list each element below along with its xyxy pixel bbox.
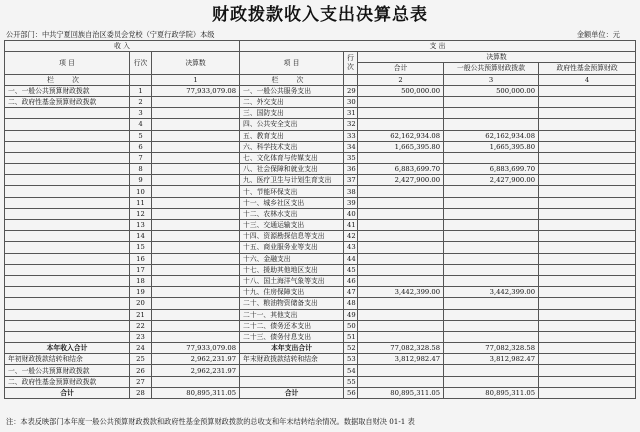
expense-total-cell	[358, 320, 444, 331]
expense-fund-cell	[539, 343, 636, 354]
expense-row-no-cell: 38	[344, 186, 358, 197]
expense-fund-cell	[539, 208, 636, 219]
table-row	[5, 141, 636, 152]
expense-fund-cell	[539, 309, 636, 320]
expense-item-cell: 二十二、债务还本支出	[240, 320, 344, 331]
department-label: 公开部门：中共宁夏回族自治区委员会党校（宁夏行政学院）本级	[6, 30, 215, 39]
income-row-no-cell: 23	[130, 331, 152, 342]
income-amount-header: 决算数	[152, 52, 240, 74]
table-row	[5, 264, 636, 275]
income-item-cell	[5, 197, 130, 208]
income-row-no-cell: 6	[130, 141, 152, 152]
expense-item-cell: 十六、金融支出	[240, 253, 344, 264]
income-row-no-cell: 15	[130, 242, 152, 253]
expense-total-cell: 500,000.00	[358, 85, 444, 96]
table-row	[5, 197, 636, 208]
expense-total-cell	[358, 220, 444, 231]
expense-total-cell: 62,162,934.08	[358, 130, 444, 141]
expense-general-cell: 3,812,982.47	[444, 354, 539, 365]
income-column-label: 栏 次	[5, 74, 130, 85]
income-amount-cell	[152, 309, 240, 320]
expense-general-cell	[444, 220, 539, 231]
income-amount-cell	[152, 376, 240, 387]
income-amount-cell	[152, 264, 240, 275]
expense-general-cell: 6,883,699.70	[444, 164, 539, 175]
table-row	[5, 220, 636, 231]
column-index-row	[5, 74, 636, 85]
table-row	[5, 287, 636, 298]
income-item-cell	[5, 130, 130, 141]
income-amount-cell	[152, 320, 240, 331]
expense-item-cell: 七、文化体育与传媒支出	[240, 152, 344, 163]
expense-general-cell: 1,665,395.80	[444, 141, 539, 152]
expense-fund-cell	[539, 275, 636, 286]
income-item-cell: 二、政府性基金预算财政拨款	[5, 376, 130, 387]
col-index-1: 1	[152, 74, 240, 85]
expense-general-cell	[444, 365, 539, 376]
expense-item-cell: 十二、农林水支出	[240, 208, 344, 219]
income-row-no-cell: 22	[130, 320, 152, 331]
expense-fund-cell	[539, 365, 636, 376]
table-row	[5, 331, 636, 342]
income-amount-cell: 2,962,231.97	[152, 354, 240, 365]
expense-total-cell	[358, 264, 444, 275]
table-row	[5, 186, 636, 197]
expense-row-no-cell: 52	[344, 343, 358, 354]
income-row-no-cell: 9	[130, 175, 152, 186]
expense-item-cell: 十一、城乡社区支出	[240, 197, 344, 208]
expense-item-cell: 八、社会保障和就业支出	[240, 164, 344, 175]
income-row-no-cell: 27	[130, 376, 152, 387]
income-row-no-cell: 28	[130, 387, 152, 398]
expense-row-no-cell: 32	[344, 119, 358, 130]
expense-total-cell	[358, 275, 444, 286]
expense-total-cell	[358, 108, 444, 119]
expense-fund-cell	[539, 331, 636, 342]
income-amount-cell	[152, 96, 240, 107]
expense-fund-cell	[539, 130, 636, 141]
report-title: 财政拨款收入支出决算总表	[212, 5, 428, 25]
expense-item-cell: 十三、交通运输支出	[240, 220, 344, 231]
expense-item-cell: 十八、国土海洋气象等支出	[240, 275, 344, 286]
expense-item-cell: 十七、援助其他地区支出	[240, 264, 344, 275]
income-row-no-cell: 12	[130, 208, 152, 219]
expense-fund-cell	[539, 85, 636, 96]
expense-total-cell	[358, 186, 444, 197]
expense-header: 支 出	[240, 41, 636, 52]
expense-fund-cell	[539, 96, 636, 107]
expense-fund-cell	[539, 152, 636, 163]
expense-item-cell: 五、教育支出	[240, 130, 344, 141]
header-row-1	[5, 41, 636, 52]
table-row	[5, 298, 636, 309]
expense-fund-cell	[539, 175, 636, 186]
expense-total-cell	[358, 119, 444, 130]
income-row-no-cell: 20	[130, 298, 152, 309]
expense-total-cell	[358, 365, 444, 376]
expense-row-no-cell: 29	[344, 85, 358, 96]
expense-general-cell	[444, 320, 539, 331]
expense-general-cell	[444, 331, 539, 342]
expense-general-cell	[444, 242, 539, 253]
expense-row-no-cell: 51	[344, 331, 358, 342]
income-amount-cell	[152, 108, 240, 119]
expense-total-cell	[358, 152, 444, 163]
table-row	[5, 130, 636, 141]
table-row	[5, 253, 636, 264]
income-row-no-cell: 10	[130, 186, 152, 197]
income-amount-cell	[152, 130, 240, 141]
income-amount-cell	[152, 197, 240, 208]
expense-total-cell	[358, 208, 444, 219]
expense-row-no-cell: 39	[344, 197, 358, 208]
income-amount-cell	[152, 298, 240, 309]
expense-total-cell	[358, 298, 444, 309]
income-row-no-cell: 4	[130, 119, 152, 130]
income-item-cell	[5, 141, 130, 152]
income-item-cell	[5, 175, 130, 186]
income-item-cell	[5, 309, 130, 320]
expense-row-no-cell: 33	[344, 130, 358, 141]
income-item-cell: 一、一般公共预算财政拨款	[5, 365, 130, 376]
expense-total-cell	[358, 253, 444, 264]
expense-total-cell: 6,883,699.70	[358, 164, 444, 175]
expense-total-cell: 80,895,311.05	[358, 387, 444, 398]
expense-total-cell	[358, 331, 444, 342]
income-item-cell	[5, 275, 130, 286]
expense-row-no-cell: 42	[344, 231, 358, 242]
expense-item-cell	[240, 365, 344, 376]
income-row-no-cell: 24	[130, 343, 152, 354]
table-row	[5, 85, 636, 96]
income-amount-cell	[152, 220, 240, 231]
income-amount-cell	[152, 119, 240, 130]
expense-general-cell	[444, 119, 539, 130]
expense-item-cell: 合计	[240, 387, 344, 398]
income-item-cell: 二、政府性基金预算财政拨款	[5, 96, 130, 107]
income-row-no-cell: 19	[130, 287, 152, 298]
expense-item-cell: 二十一、其他支出	[240, 309, 344, 320]
expense-row-no-cell: 44	[344, 253, 358, 264]
income-row-no-cell: 16	[130, 253, 152, 264]
expense-row-no-cell: 37	[344, 175, 358, 186]
budget-table	[4, 40, 636, 399]
income-header: 收 入	[5, 41, 240, 52]
table-row	[5, 320, 636, 331]
income-amount-cell	[152, 175, 240, 186]
income-amount-cell	[152, 242, 240, 253]
expense-row-no-cell: 30	[344, 96, 358, 107]
expense-fund-cell	[539, 231, 636, 242]
income-item-cell	[5, 242, 130, 253]
expense-row-no-cell: 34	[344, 141, 358, 152]
expense-item-cell: 九、医疗卫生与计划生育支出	[240, 175, 344, 186]
income-row-no-cell: 25	[130, 354, 152, 365]
income-row-no-cell: 17	[130, 264, 152, 275]
expense-item-cell: 十、节能环保支出	[240, 186, 344, 197]
table-row	[5, 208, 636, 219]
expense-row-no-cell: 55	[344, 376, 358, 387]
income-amount-cell: 77,933,079.08	[152, 85, 240, 96]
expense-item-cell: 十四、资源勘探信息等支出	[240, 231, 344, 242]
table-row	[5, 96, 636, 107]
expense-fund-cell	[539, 119, 636, 130]
expense-item-cell: 十九、住房保障支出	[240, 287, 344, 298]
expense-item-header: 项 目	[240, 52, 344, 74]
expense-fund-cell	[539, 320, 636, 331]
expense-fund-cell	[539, 354, 636, 365]
expense-general-cell: 62,162,934.08	[444, 130, 539, 141]
expense-row-no-cell: 40	[344, 208, 358, 219]
expense-fund-cell	[539, 108, 636, 119]
expense-row-no-header: 行次	[344, 52, 358, 74]
income-row-no-cell: 13	[130, 220, 152, 231]
col-index-3: 3	[444, 74, 539, 85]
expense-total-cell: 2,427,900.00	[358, 175, 444, 186]
income-row-no-cell: 14	[130, 231, 152, 242]
expense-total-cell: 77,082,328.58	[358, 343, 444, 354]
expense-row-no-cell: 36	[344, 164, 358, 175]
income-row-no-cell: 5	[130, 130, 152, 141]
expense-fund-cell	[539, 264, 636, 275]
table-row	[5, 376, 636, 387]
expense-row-no-cell: 41	[344, 220, 358, 231]
expense-general-cell	[444, 376, 539, 387]
income-item-cell	[5, 231, 130, 242]
expense-row-no-cell: 46	[344, 275, 358, 286]
income-amount-cell	[152, 275, 240, 286]
income-amount-cell: 77,933,079.08	[152, 343, 240, 354]
income-row-no-cell: 21	[130, 309, 152, 320]
expense-total-cell	[358, 96, 444, 107]
expense-row-no-cell: 53	[344, 354, 358, 365]
income-item-cell	[5, 287, 130, 298]
income-item-cell	[5, 298, 130, 309]
footnote: 注：本表反映部门本年度一般公共预算财政拨款和政府性基金预算财政拨款的总收支和年末结转结余情况。数据取自财决 01-1 表	[6, 417, 415, 426]
income-row-no-cell: 1	[130, 85, 152, 96]
income-item-cell	[5, 119, 130, 130]
general-budget-header: 一般公共预算财政拨款	[444, 63, 539, 74]
income-amount-cell	[152, 253, 240, 264]
income-item-cell: 合计	[5, 387, 130, 398]
expense-fund-cell	[539, 141, 636, 152]
expense-row-no-cell: 48	[344, 298, 358, 309]
table-row	[5, 152, 636, 163]
expense-amount-header: 决算数	[358, 52, 636, 63]
table-row	[5, 354, 636, 365]
expense-total-cell: 3,442,399.00	[358, 287, 444, 298]
expense-general-cell	[444, 275, 539, 286]
expense-total-cell	[358, 376, 444, 387]
expense-fund-cell	[539, 287, 636, 298]
expense-total-cell	[358, 309, 444, 320]
expense-row-no-cell: 49	[344, 309, 358, 320]
expense-general-cell	[444, 231, 539, 242]
expense-row-no-cell: 50	[344, 320, 358, 331]
table-row	[5, 365, 636, 376]
table-row	[5, 175, 636, 186]
expense-general-cell: 77,082,328.58	[444, 343, 539, 354]
expense-item-cell: 四、公共安全支出	[240, 119, 344, 130]
expense-row-no-cell: 45	[344, 264, 358, 275]
income-amount-cell	[152, 152, 240, 163]
expense-general-cell: 500,000.00	[444, 85, 539, 96]
income-amount-cell	[152, 331, 240, 342]
table-row	[5, 242, 636, 253]
income-item-cell: 一、一般公共预算财政拨款	[5, 85, 130, 96]
expense-row-no-cell: 31	[344, 108, 358, 119]
expense-item-cell: 二十三、债务付息支出	[240, 331, 344, 342]
income-item-cell	[5, 331, 130, 342]
expense-total-cell	[358, 242, 444, 253]
income-amount-cell	[152, 164, 240, 175]
table-row	[5, 231, 636, 242]
income-amount-cell	[152, 231, 240, 242]
income-row-no-cell: 26	[130, 365, 152, 376]
expense-general-cell	[444, 108, 539, 119]
col-index-2: 2	[358, 74, 444, 85]
table-row	[5, 108, 636, 119]
income-item-cell	[5, 208, 130, 219]
expense-total-cell	[358, 231, 444, 242]
income-row-no-cell: 8	[130, 164, 152, 175]
header-row-2	[5, 52, 636, 63]
income-amount-cell	[152, 287, 240, 298]
expense-general-cell	[444, 152, 539, 163]
expense-item-cell: 三、国防支出	[240, 108, 344, 119]
income-item-cell: 本年收入合计	[5, 343, 130, 354]
expense-general-cell: 3,442,399.00	[444, 287, 539, 298]
expense-general-cell	[444, 186, 539, 197]
expense-general-cell	[444, 253, 539, 264]
expense-row-no-cell: 43	[344, 242, 358, 253]
expense-item-cell	[240, 376, 344, 387]
expense-general-cell	[444, 309, 539, 320]
fund-budget-header: 政府性基金预算财政	[539, 63, 636, 74]
income-amount-cell: 2,962,231.97	[152, 365, 240, 376]
expense-fund-cell	[539, 298, 636, 309]
expense-fund-cell	[539, 242, 636, 253]
income-row-no-cell: 18	[130, 275, 152, 286]
expense-item-cell: 二十、粮油物资储备支出	[240, 298, 344, 309]
expense-item-cell: 本年支出合计	[240, 343, 344, 354]
col-index-4: 4	[539, 74, 636, 85]
expense-general-cell	[444, 96, 539, 107]
expense-item-cell: 年末财政拨款结转和结余	[240, 354, 344, 365]
income-amount-cell	[152, 186, 240, 197]
income-item-cell	[5, 164, 130, 175]
expense-general-cell: 80,895,311.05	[444, 387, 539, 398]
income-row-no-cell: 7	[130, 152, 152, 163]
expense-fund-cell	[539, 387, 636, 398]
expense-item-cell: 一、一般公共服务支出	[240, 85, 344, 96]
table-row	[5, 387, 636, 398]
expense-fund-cell	[539, 253, 636, 264]
expense-general-cell	[444, 264, 539, 275]
table-row	[5, 275, 636, 286]
expense-fund-cell	[539, 220, 636, 231]
expense-item-cell: 十五、商业服务业等支出	[240, 242, 344, 253]
expense-total-cell: 3,812,982.47	[358, 354, 444, 365]
expense-total-cell	[358, 197, 444, 208]
total-header: 合计	[358, 63, 444, 74]
income-item-cell	[5, 253, 130, 264]
expense-item-cell: 二、外交支出	[240, 96, 344, 107]
expense-row-no-cell: 47	[344, 287, 358, 298]
income-amount-cell: 80,895,311.05	[152, 387, 240, 398]
table-row	[5, 309, 636, 320]
income-row-no-cell: 2	[130, 96, 152, 107]
expense-general-cell	[444, 298, 539, 309]
income-amount-cell	[152, 208, 240, 219]
expense-column-label: 栏 次	[240, 74, 344, 85]
income-item-cell	[5, 108, 130, 119]
expense-fund-cell	[539, 376, 636, 387]
expense-general-cell	[444, 197, 539, 208]
expense-row-no-cell: 56	[344, 387, 358, 398]
unit-label: 金额单位：元	[576, 30, 620, 39]
income-item-cell	[5, 264, 130, 275]
expense-fund-cell	[539, 164, 636, 175]
income-item-cell	[5, 186, 130, 197]
expense-fund-cell	[539, 197, 636, 208]
income-item-cell	[5, 320, 130, 331]
expense-general-cell	[444, 208, 539, 219]
expense-row-no-cell: 35	[344, 152, 358, 163]
expense-total-cell: 1,665,395.80	[358, 141, 444, 152]
expense-item-cell: 六、科学技术支出	[240, 141, 344, 152]
income-amount-cell	[152, 141, 240, 152]
income-item-cell: 年初财政拨款结转和结余	[5, 354, 130, 365]
income-row-no-cell: 3	[130, 108, 152, 119]
expense-fund-cell	[539, 186, 636, 197]
income-row-no-header: 行次	[130, 52, 152, 74]
table-row	[5, 119, 636, 130]
income-row-no-cell: 11	[130, 197, 152, 208]
expense-general-cell: 2,427,900.00	[444, 175, 539, 186]
income-item-cell	[5, 152, 130, 163]
table-row	[5, 164, 636, 175]
income-item-cell	[5, 220, 130, 231]
table-row	[5, 343, 636, 354]
income-item-header: 项 目	[5, 52, 130, 74]
expense-row-no-cell: 54	[344, 365, 358, 376]
